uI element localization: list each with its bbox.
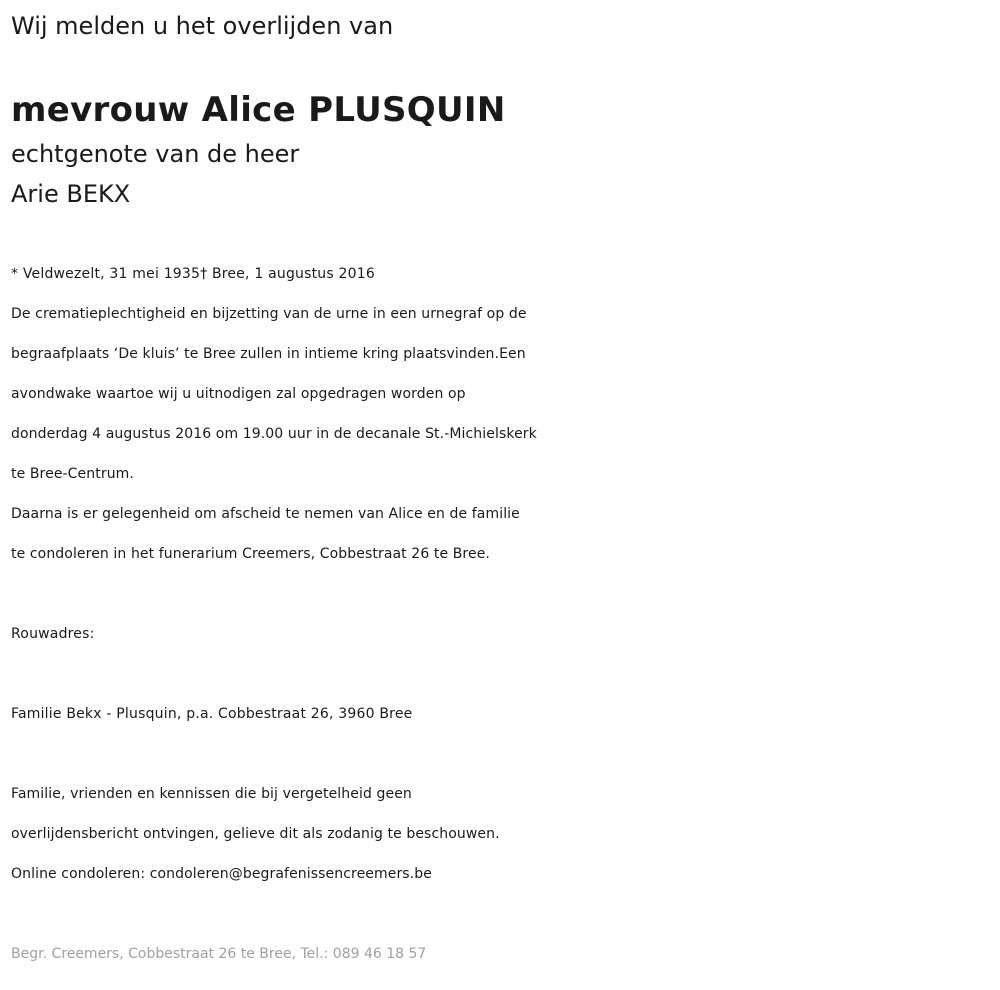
mourning-address-label: Rouwadres: xyxy=(11,626,95,642)
deceased-name: mevrouw Alice PLUSQUIN xyxy=(11,90,506,130)
spacer xyxy=(11,46,996,86)
spacer xyxy=(11,214,996,254)
spouse-name: Arie BEKX xyxy=(11,180,131,208)
spacer xyxy=(11,734,996,774)
ceremony-line: begraafplaats ‘De kluis’ te Bree zullen in intieme kring plaatsvinden.Een xyxy=(11,346,526,362)
closing-line: Familie, vrienden en kennissen die bij vergetelheid geen xyxy=(11,786,412,802)
spacer xyxy=(11,894,996,934)
online-condolence-line: Online condoleren: condoleren@begrafenissencreemers.be xyxy=(11,866,432,882)
ceremony-line: De crematieplechtigheid en bijzetting van de urne in een urnegraf op de xyxy=(11,306,527,322)
mourning-address: Familie Bekx - Plusquin, p.a. Cobbestraat 26, 3960 Bree xyxy=(11,706,413,722)
ceremony-line: avondwake waartoe wij u uitnodigen zal opgedragen worden op xyxy=(11,386,466,402)
funeral-home-footer: Begr. Creemers, Cobbestraat 26 te Bree, Tel.: 089 46 18 57 xyxy=(11,946,427,962)
intro-text: Wij melden u het overlijden van xyxy=(11,12,394,40)
ceremony-line: te condoleren in het funerarium Creemers, Cobbestraat 26 te Bree. xyxy=(11,546,490,562)
ceremony-line: donderdag 4 augustus 2016 om 19.00 uur in de decanale St.-Michielskerk xyxy=(11,426,537,442)
closing-line: overlijdensbericht ontvingen, gelieve dit als zodanig te beschouwen. xyxy=(11,826,500,842)
ceremony-line: te Bree-Centrum. xyxy=(11,466,134,482)
ceremony-line: Daarna is er gelegenheid om afscheid te nemen van Alice en de familie xyxy=(11,506,520,522)
death-notice xyxy=(11,6,996,974)
birth-death-dates: * Veldwezelt, 31 mei 1935† Bree, 1 augustus 2016 xyxy=(11,266,375,282)
relation-text: echtgenote van de heer xyxy=(11,140,300,168)
spacer xyxy=(11,654,996,694)
spacer xyxy=(11,574,996,614)
